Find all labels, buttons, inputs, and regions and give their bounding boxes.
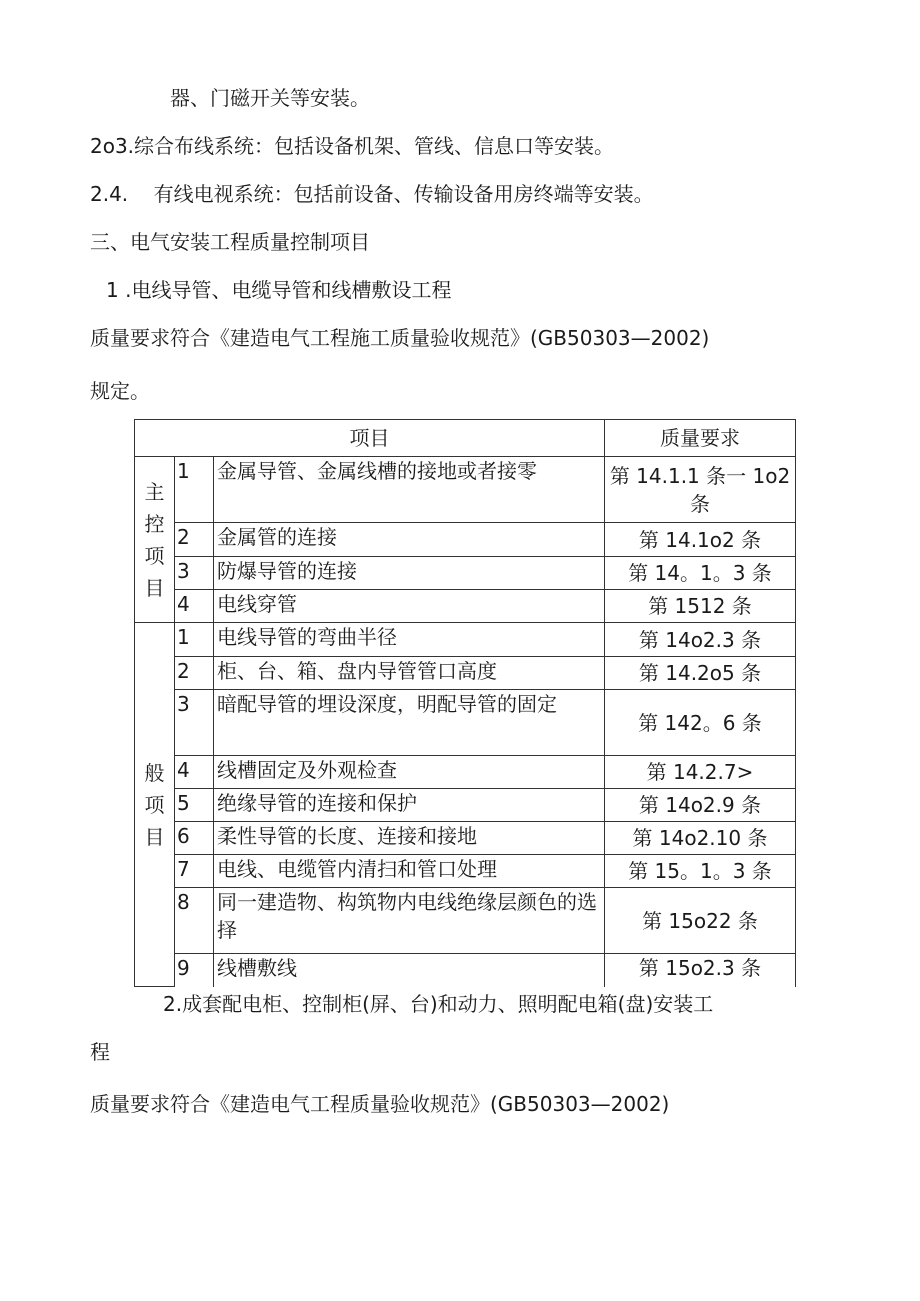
row-number: 8 bbox=[175, 888, 214, 954]
row-requirement: 第 14o2.3 条 bbox=[605, 623, 796, 657]
paragraph-continuation: 器、门磁开关等安装。 bbox=[170, 86, 370, 110]
subsection-heading-continuation: 程 bbox=[90, 1040, 110, 1064]
row-number: 3 bbox=[175, 557, 214, 590]
row-requirement: 第 15o2.3 条 bbox=[605, 954, 796, 987]
paragraph-quality-reference: 质量要求符合《建造电气工程施工质量验收规范》(GB50303—2002) bbox=[90, 326, 710, 350]
row-item: 电线、电缆管内清扫和管口处理 bbox=[214, 855, 605, 888]
subsection-heading-switchgear: 2.成套配电柜、控制柜(屏、台)和动力、照明配电箱(盘)安装工 bbox=[163, 992, 714, 1016]
paragraph-structured-cabling: 2o3.综合布线系统：包括设备机架、管线、信息口等安装。 bbox=[90, 134, 615, 158]
table-row bbox=[135, 690, 796, 756]
row-number: 1 bbox=[175, 623, 214, 657]
row-requirement: 第 14.2.7> bbox=[605, 756, 796, 789]
row-number: 5 bbox=[175, 789, 214, 822]
row-requirement: 第 15。1。3 条 bbox=[605, 855, 796, 888]
row-item: 同一建造物、构筑物内电线绝缘层颜色的选择 bbox=[214, 888, 605, 954]
quality-control-table bbox=[134, 419, 796, 987]
row-item: 电线穿管 bbox=[214, 590, 605, 623]
subsection-heading-conduit: 1 .电线导管、电缆导管和线槽敷设工程 bbox=[106, 278, 452, 302]
row-number: 9 bbox=[175, 954, 214, 987]
row-number: 2 bbox=[175, 657, 214, 690]
table-header-row bbox=[135, 420, 796, 457]
row-requirement: 第 142。6 条 bbox=[605, 690, 796, 756]
paragraph-cable-tv: 2.4. 有线电视系统：包括前设备、传输设备用房终端等安装。 bbox=[90, 182, 654, 206]
table-row bbox=[135, 756, 796, 789]
section-heading: 三、电气安装工程质量控制项目 bbox=[90, 230, 370, 254]
table-row bbox=[135, 888, 796, 954]
row-number: 6 bbox=[175, 822, 214, 855]
row-requirement: 第 14.1.1 条一 1o2 条 bbox=[605, 457, 796, 523]
row-requirement: 第 14o2.9 条 bbox=[605, 789, 796, 822]
table-row bbox=[135, 623, 796, 657]
row-item: 线槽固定及外观检查 bbox=[214, 756, 605, 789]
row-requirement: 第 14.2o5 条 bbox=[605, 657, 796, 690]
table-row bbox=[135, 855, 796, 888]
row-item: 线槽敷线 bbox=[214, 954, 605, 987]
table-row bbox=[135, 954, 796, 987]
row-item: 防爆导管的连接 bbox=[214, 557, 605, 590]
table-row bbox=[135, 523, 796, 557]
row-requirement: 第 14.1o2 条 bbox=[605, 523, 796, 557]
row-item: 柜、台、箱、盘内导管管口高度 bbox=[214, 657, 605, 690]
row-item: 金属管的连接 bbox=[214, 523, 605, 557]
paragraph-quality-reference-2: 质量要求符合《建造电气工程质量验收规范》(GB50303—2002) bbox=[90, 1092, 670, 1116]
group-label-main-control bbox=[135, 457, 175, 623]
table-row bbox=[135, 457, 796, 523]
table-row bbox=[135, 557, 796, 590]
row-number: 4 bbox=[175, 756, 214, 789]
row-number: 1 bbox=[175, 457, 214, 523]
row-item: 绝缘导管的连接和保护 bbox=[214, 789, 605, 822]
group-label-text: 般项目 bbox=[144, 760, 165, 849]
header-item: 项目 bbox=[135, 420, 605, 457]
table-row bbox=[135, 822, 796, 855]
table-row bbox=[135, 789, 796, 822]
row-item: 金属导管、金属线槽的接地或者接零 bbox=[214, 457, 605, 523]
row-number: 3 bbox=[175, 690, 214, 756]
group-label-text: 主控项目 bbox=[144, 479, 165, 600]
row-requirement: 第 15o22 条 bbox=[605, 888, 796, 954]
row-requirement: 第 14o2.10 条 bbox=[605, 822, 796, 855]
row-number: 4 bbox=[175, 590, 214, 623]
group-label-general bbox=[135, 623, 175, 987]
row-requirement: 第 1512 条 bbox=[605, 590, 796, 623]
row-item: 电线导管的弯曲半径 bbox=[214, 623, 605, 657]
row-number: 2 bbox=[175, 523, 214, 557]
header-requirement: 质量要求 bbox=[605, 420, 796, 457]
row-number: 7 bbox=[175, 855, 214, 888]
row-item: 柔性导管的长度、连接和接地 bbox=[214, 822, 605, 855]
row-item: 暗配导管的埋设深度，明配导管的固定 bbox=[214, 690, 605, 756]
row-requirement: 第 14。1。3 条 bbox=[605, 557, 796, 590]
table-row bbox=[135, 590, 796, 623]
paragraph-regulation: 规定。 bbox=[90, 379, 150, 403]
table-row bbox=[135, 657, 796, 690]
